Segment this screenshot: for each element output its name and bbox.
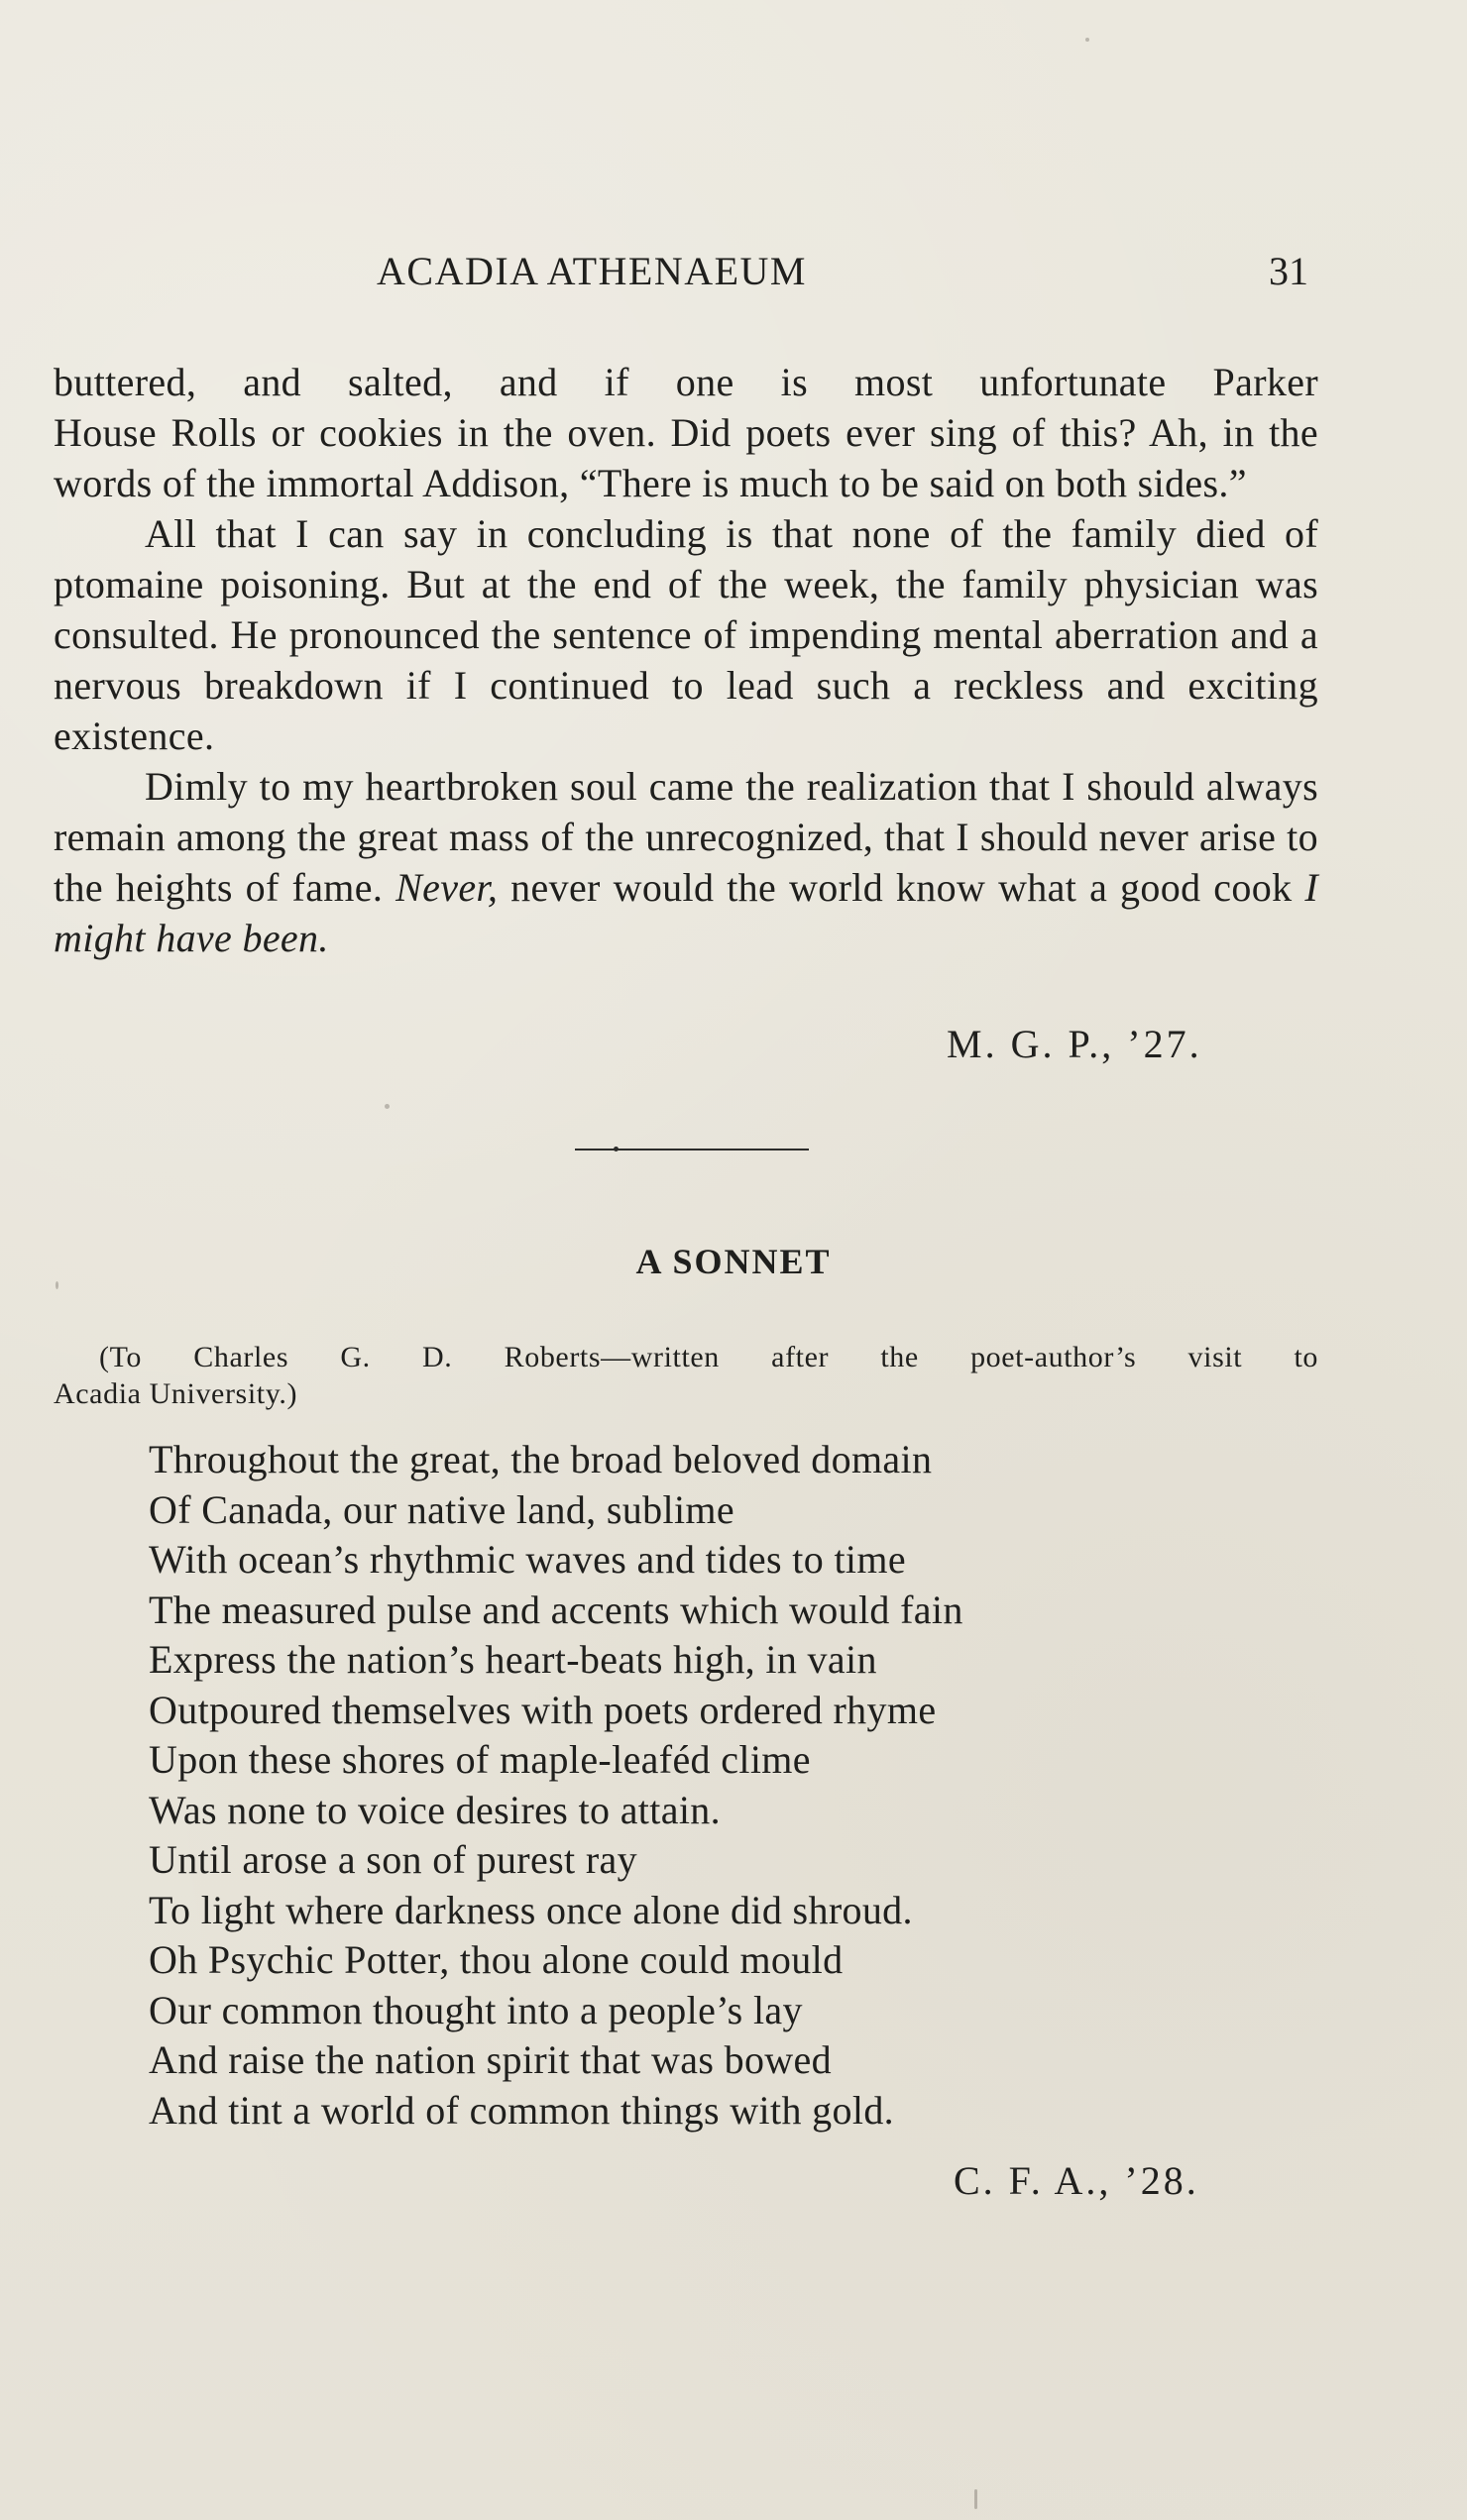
- paper-speck: [56, 1281, 58, 1289]
- poem-line-13: And raise the nation spirit that was bowed: [149, 2037, 832, 2082]
- emphasis-might-have-been: I might have been.: [54, 865, 1319, 960]
- poem-line-14: And tint a world of common things with gold.: [149, 2087, 895, 2133]
- poem-line-9: Until arose a son of purest ray: [149, 1837, 637, 1882]
- page-header: [0, 248, 1467, 303]
- poem-line-5: Express the nation’s heart-beats high, in vain: [149, 1637, 877, 1682]
- poem-line-4: The measured pulse and accents which would fain: [149, 1587, 963, 1632]
- poem-line-3: With ocean’s rhythmic waves and tides to time: [149, 1537, 906, 1582]
- poem-title: A SONNET: [635, 1242, 832, 1281]
- poem-line-10: To light where darkness once alone did shroud.: [149, 1887, 913, 1932]
- dedication-line-1: (To Charles G. D. Roberts—written after the poet-author’s visit to: [99, 1341, 1318, 1373]
- sonnet-body: [149, 1435, 1219, 2136]
- paragraph-text: Dimly to my heartbroken soul came the realization that I should always remain among the great mass of the unrecognized, that I should never arise to the heights of fame.: [54, 764, 1318, 910]
- paper-speck: [974, 2489, 977, 2509]
- poem-signature: C. F. A., ’28.: [954, 2158, 1199, 2203]
- dedication-line-2: Acadia University.): [54, 1377, 298, 1410]
- poem-line-2: Of Canada, our native land, sublime: [149, 1486, 734, 1532]
- article-paragraph-3: [54, 761, 1318, 963]
- emphasis-never: Never,: [395, 865, 499, 910]
- page-number: 31: [1269, 249, 1308, 293]
- article-text: [54, 357, 1318, 963]
- article-paragraph-1: [54, 357, 1318, 508]
- poem-line-8: Was none to voice desires to attain.: [149, 1787, 721, 1832]
- poem-line-6: Outpoured themselves with poets ordered rhyme: [149, 1687, 937, 1732]
- running-title: ACADIA ATHENAEUM: [377, 249, 807, 293]
- paper-speck: [385, 1104, 390, 1109]
- paragraph-text: never would the world know what a good cook: [498, 865, 1305, 910]
- poem-dedication: [54, 1339, 1318, 1412]
- article-signature: M. G. P., ’27.: [947, 1022, 1202, 1066]
- poem-line-12: Our common thought into a people’s lay: [149, 1987, 803, 2032]
- article-paragraph-2: All that I can say in concluding is that none of the family died of ptomaine poisoning. But at the end of the week, the family physician was consulted. He pronounced the sentence of impending mental aberration and a nervous breakdown if I continued to lead such a reckless and exciting existence.: [54, 511, 1318, 758]
- poem-line-1: Throughout the great, the broad beloved domain: [149, 1437, 933, 1481]
- poem-line-7: Upon these shores of maple-leaféd clime: [149, 1737, 811, 1782]
- poem-line-11: Oh Psychic Potter, thou alone could mould: [149, 1937, 844, 1982]
- paper-speck: [1085, 38, 1089, 42]
- paragraph-first-line: buttered, and salted, and if one is most unfortunate Parker: [54, 360, 1318, 404]
- paragraph-continuation: House Rolls or cookies in the oven. Did poets ever sing of this? Ah, in the words of the immortal Addison, “There is much to be said on both sides.”: [54, 410, 1318, 505]
- section-divider: [575, 1149, 809, 1150]
